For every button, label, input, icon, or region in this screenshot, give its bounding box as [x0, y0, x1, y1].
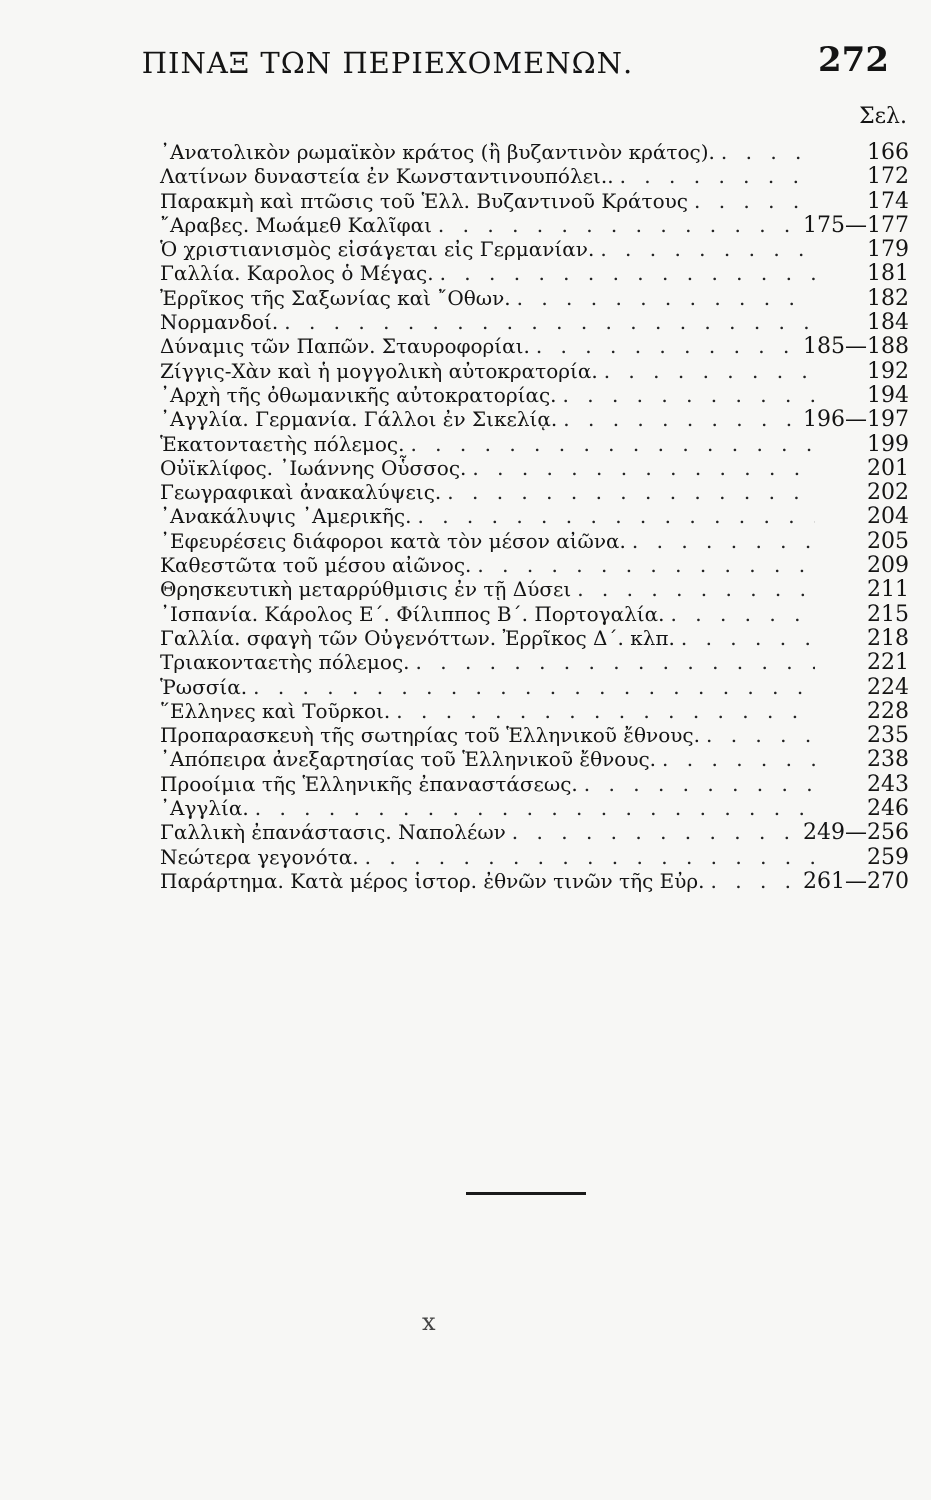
dot-leader: [536, 334, 797, 358]
toc-entry-title: Θρησκευτικὴ μεταρρύθμισις ἐν τῇ Δύσει: [160, 577, 572, 602]
toc-entry-title: ᾿Αρχὴ τῆς ὀθωμανικῆς αὐτοκρατορίας.: [160, 382, 557, 407]
toc-entry-title: Ἑκατονταετὴς πόλεμος.: [160, 431, 405, 456]
toc-entry-title: Τριακονταετὴς πόλεμος.: [160, 650, 410, 675]
dot-leader: [477, 553, 815, 577]
toc-entry: [160, 602, 909, 626]
toc-entry: [160, 140, 909, 164]
dot-leader: [584, 772, 815, 796]
toc-entry: [160, 310, 909, 334]
toc-entry-page: 205: [867, 528, 909, 554]
dot-leader: [671, 602, 815, 626]
toc-entry-page: 209: [867, 553, 909, 579]
toc-entry-page: 181: [867, 261, 909, 287]
toc-entry-page: 174: [867, 188, 909, 214]
toc-entry-page: 179: [867, 237, 909, 263]
toc-entry-title: Δύναμις τῶν Παπῶν. Σταυροφορίαι.: [160, 334, 530, 359]
toc-entry-page: 194: [867, 382, 909, 408]
toc-entry-page: 238: [867, 747, 909, 773]
toc-entry-title: ᾿Ανακάλυψις ᾿Αμερικῆς.: [160, 504, 412, 529]
toc-entry-page: 192: [867, 358, 909, 384]
toc-entry-page: 235: [867, 723, 909, 749]
dot-leader: [721, 140, 815, 164]
toc-entry-page: 166: [867, 140, 909, 165]
toc-entry-page: 243: [867, 771, 909, 797]
toc-entry: [160, 626, 909, 650]
dot-leader: [416, 650, 815, 674]
dot-leader: [711, 869, 797, 893]
dot-leader: [417, 504, 815, 528]
toc-entry: [160, 286, 909, 310]
dot-leader: [438, 213, 797, 237]
dot-leader: [706, 723, 815, 747]
toc-entry-page: 182: [867, 285, 909, 311]
dot-leader: [447, 480, 815, 504]
toc-entry-title: ῎Αραβες. Μωάμεθ Καλῖφαι: [160, 212, 432, 237]
dot-leader: [632, 529, 815, 553]
toc-entry-title: ῞Ελληνες καὶ Τοῦρκοι.: [160, 698, 391, 723]
toc-entry-title: ᾿Ανατολικὸν ρωμαϊκὸν κράτος (ἢ βυζαντινὸν κράτος).: [160, 140, 715, 164]
toc-entry: [160, 456, 909, 480]
dot-leader: [694, 189, 815, 213]
toc-entry: [160, 553, 909, 577]
toc-entry: [160, 845, 909, 869]
toc-entry: [160, 261, 909, 285]
toc-entry-page: 224: [867, 674, 909, 700]
toc-entry-page: 185—188: [803, 334, 909, 360]
dot-leader: [472, 456, 815, 480]
toc-entry: [160, 164, 909, 188]
toc-entry-page: 184: [867, 310, 909, 336]
toc-entry-title: Παράρτημα. Κατὰ μέρος ἱστορ. ἐθνῶν τινῶν τῆς Εὐρ.: [160, 868, 705, 893]
toc-entry-title: Ὁ χριστιανισμὸς εἰσάγεται εἰς Γερμανίαν.: [160, 237, 595, 262]
toc-entry-title: Νορμανδοί.: [160, 310, 279, 335]
toc-entry: [160, 213, 909, 237]
toc-entry: [160, 772, 909, 796]
dot-leader: [577, 577, 815, 601]
dot-leader: [512, 820, 797, 844]
toc-entry: [160, 747, 909, 771]
dot-leader: [681, 626, 815, 650]
toc-entry-title: Προπαρασκευὴ τῆς σωτηρίας τοῦ Ἑλληνικοῦ ἔθνους.: [160, 723, 700, 748]
dot-leader: [410, 432, 815, 456]
dot-leader: [662, 747, 815, 771]
toc-entry: [160, 237, 909, 261]
dot-leader: [600, 237, 815, 261]
dot-leader: [620, 164, 815, 188]
toc-entry-title: Γαλλικὴ ἐπανάστασις. Ναπολέων: [160, 820, 506, 845]
toc-entry: [160, 407, 909, 431]
toc-entry-title: Νεώτερα γεγονότα.: [160, 844, 359, 869]
toc-entry-title: ᾿Ισπανία. Κάρολος Ε΄. Φίλιππος Β΄. Πορτογαλία.: [160, 601, 665, 626]
toc-entry-page: 196—197: [803, 407, 909, 433]
page-column-label: Σελ.: [859, 104, 907, 129]
toc-entry: [160, 723, 909, 747]
section-divider: [466, 1192, 586, 1195]
toc-entry-page: 175—177: [803, 212, 909, 238]
toc-entry: [160, 334, 909, 358]
toc-entry-title: ᾿Απόπειρα ἀνεξαρτησίας τοῦ Ἑλληνικοῦ ἔθνους.: [160, 747, 657, 772]
toc-entry: [160, 383, 909, 407]
toc-entry-page: 215: [867, 601, 909, 627]
toc-entry-page: 249—256: [803, 820, 909, 846]
dot-leader: [284, 310, 815, 334]
toc-entry-page: 202: [867, 480, 909, 506]
toc-entry-title: Γαλλία. σφαγὴ τῶν Οὐγενόττων. Ἐρρῖκος Δ΄. κλπ.: [160, 625, 675, 650]
toc-entry-page: 201: [867, 455, 909, 481]
toc-entry-title: Γαλλία. Καρολος ὁ Μέγας.: [160, 261, 434, 286]
toc-entry-page: 172: [867, 164, 909, 190]
toc-entry-title: Καθεστῶτα τοῦ μέσου αἰῶνος.: [160, 553, 472, 578]
toc-entry-title: Ῥωσσία.: [160, 674, 248, 699]
toc-entry-title: Ζίγγις-Χὰν καὶ ἡ μογγολικὴ αὐτοκρατορία.: [160, 358, 598, 383]
toc-entry-title: Προοίμια τῆς Ἑλληνικῆς ἐπαναστάσεως.: [160, 771, 578, 796]
footer-mark: x: [422, 1308, 436, 1336]
toc-entry-page: 204: [867, 504, 909, 530]
dot-leader: [563, 383, 815, 407]
dot-leader: [604, 359, 815, 383]
toc-entry-page: 259: [867, 844, 909, 870]
toc-entry-title: ᾿Εφευρέσεις διάφοροι κατὰ τὸν μέσον αἰῶνα.: [160, 528, 626, 553]
toc-entry: [160, 650, 909, 674]
toc-entry: [160, 869, 909, 893]
toc-entry: [160, 359, 909, 383]
toc-entry-title: Γεωγραφικαὶ ἀνακαλύψεις.: [160, 480, 442, 505]
toc-entry: [160, 504, 909, 528]
toc-entry-title: Λατίνων δυναστεία ἐν Κωνσταντινουπόλει..: [160, 164, 614, 189]
toc-entry: [160, 189, 909, 213]
toc-entry-title: ᾿Αγγλία. Γερμανία. Γάλλοι ἐν Σικελίᾳ.: [160, 407, 558, 432]
dot-leader: [563, 407, 797, 431]
toc-entry-title: ᾿Αγγλία.: [160, 796, 249, 821]
page-number: 272: [818, 40, 889, 80]
dot-leader: [365, 845, 815, 869]
toc-entry-page: 211: [867, 577, 909, 603]
toc-entry-title: Οὐϊκλίφος. ᾿Ιωάννης Οὗσσος.: [160, 455, 467, 480]
page-title: ΠΙΝΑΞ ΤΩΝ ΠΕΡΙΕΧΟΜΕΝΩΝ.: [141, 46, 634, 80]
dot-leader: [396, 699, 815, 723]
toc-entry: [160, 529, 909, 553]
dot-leader: [255, 796, 815, 820]
toc-entry: [160, 796, 909, 820]
toc-entry: [160, 577, 909, 601]
toc-entry: [160, 675, 909, 699]
toc-entry: [160, 699, 909, 723]
toc-entry-page: 246: [867, 796, 909, 822]
toc-entry-page: 261—270: [803, 868, 909, 894]
table-of-contents: [160, 140, 909, 893]
dot-leader: [517, 286, 815, 310]
toc-entry-title: Παρακμὴ καὶ πτῶσις τοῦ Ἑλλ. Βυζαντινοῦ Κράτους: [160, 188, 688, 213]
toc-entry-page: 199: [867, 431, 909, 457]
dot-leader: [440, 261, 815, 285]
toc-entry: [160, 432, 909, 456]
toc-entry-page: 228: [867, 698, 909, 724]
toc-entry-page: 221: [867, 650, 909, 676]
toc-entry: [160, 480, 909, 504]
toc-entry-title: Ἐρρῖκος τῆς Σαξωνίας καὶ ῎Οθων.: [160, 285, 511, 310]
toc-entry-page: 218: [867, 625, 909, 651]
toc-entry: [160, 820, 909, 844]
dot-leader: [253, 675, 815, 699]
